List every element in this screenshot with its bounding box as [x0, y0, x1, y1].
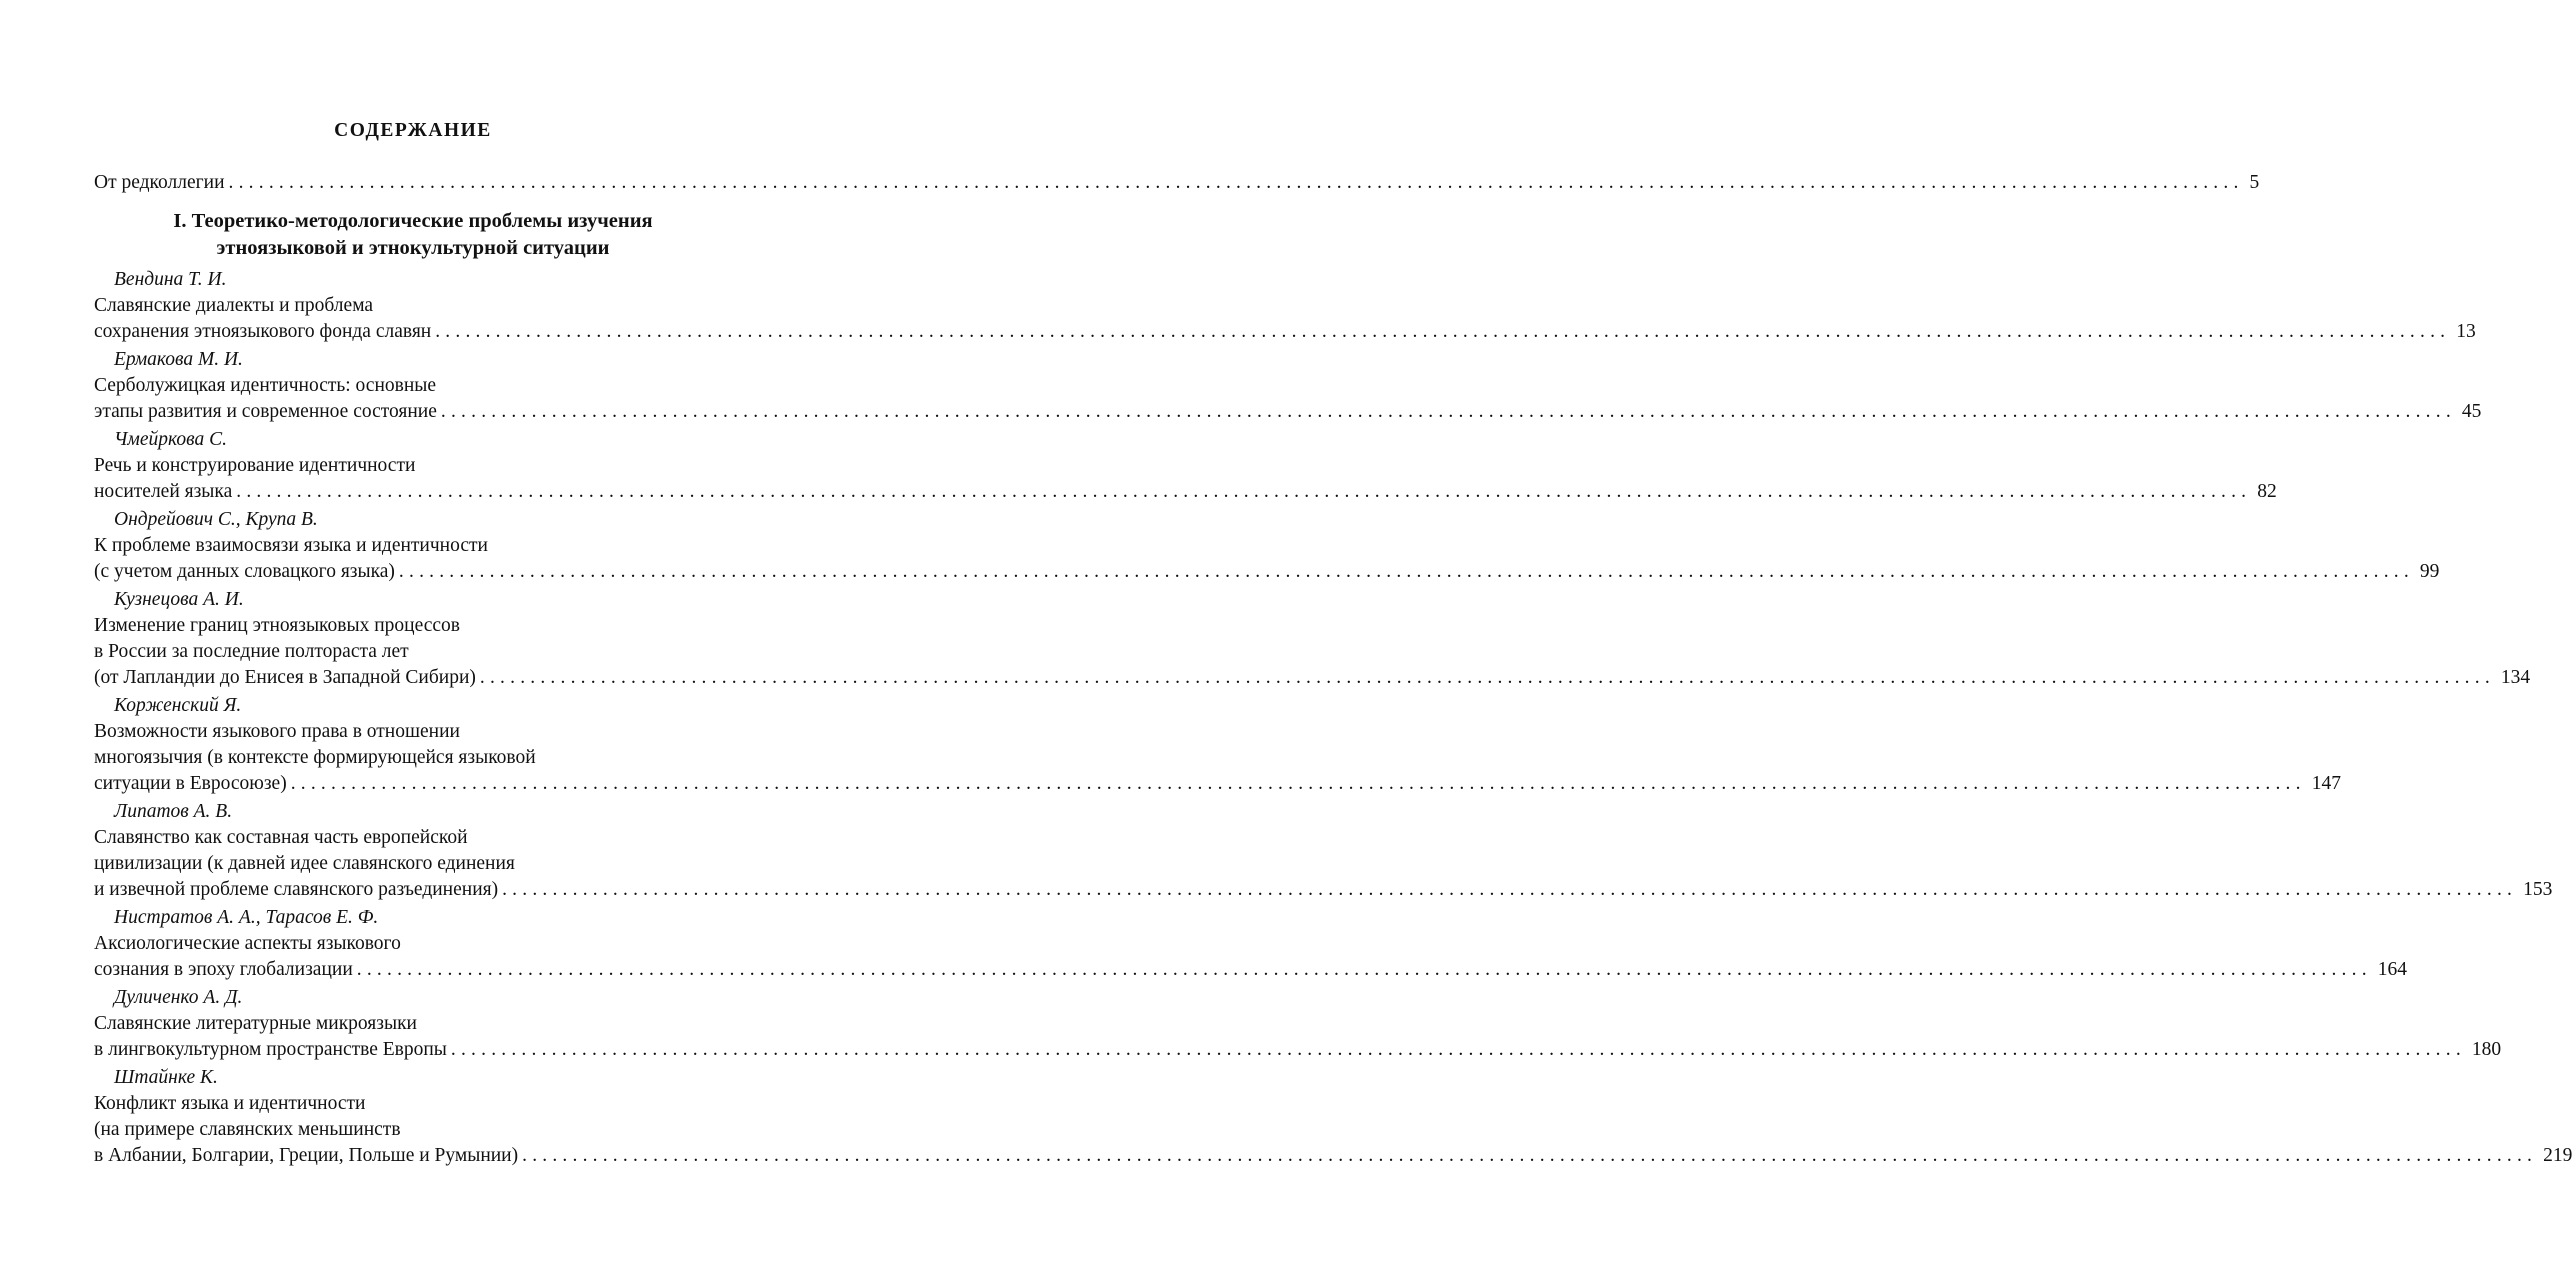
page-title: СОДЕРЖАНИЕ	[334, 120, 492, 141]
entry-title: Возможности языкового права в отношении	[94, 721, 460, 742]
page-number: 219	[2543, 1145, 2572, 1166]
front-matter-entry[interactable]	[94, 170, 2260, 196]
entry-author: Вендина Т. И.	[114, 269, 227, 290]
section-heading-line: I. Теоретико-методологические проблемы изучения	[173, 210, 653, 232]
entry-author: Нистратов А. А., Тарасов Е. Ф.	[114, 907, 379, 928]
section-heading	[94, 208, 732, 262]
entry-title-line	[94, 373, 732, 399]
entry-title: ситуации в Евросоюзе)	[94, 773, 287, 794]
entry-title: К проблеме взаимосвязи языка и идентичности	[94, 535, 488, 556]
page-number: 13	[2456, 321, 2476, 342]
entry-author: Ермакова М. И.	[114, 349, 243, 370]
toc-entry[interactable]	[94, 693, 2341, 797]
entry-title-line	[94, 453, 732, 479]
entry-title: цивилизации (к давней идее славянского единения	[94, 853, 515, 874]
entry-title: носителей языка	[94, 481, 233, 502]
dot-leader: ........................................................................................................................................................................................................	[356, 959, 2372, 980]
dot-leader: ........................................................................................................................................................................................................	[502, 879, 2518, 900]
entry-title-line	[94, 1011, 732, 1037]
entry-title: в лингвокультурном пространстве Европы	[94, 1039, 447, 1060]
entry-title-line	[94, 559, 2440, 585]
entry-title-line	[94, 1091, 732, 1117]
toc-entry[interactable]	[94, 1065, 2572, 1169]
entry-author: Дуличенко А. Д.	[114, 987, 243, 1008]
entry-title: Аксиологические аспекты языкового	[94, 933, 401, 954]
entry-title-line	[94, 613, 732, 639]
entry-title-line	[94, 479, 2277, 505]
entry-title: многоязычия (в контексте формирующейся языковой	[94, 747, 536, 768]
page-number: 82	[2257, 481, 2277, 502]
table-of-contents	[94, 116, 2572, 1171]
entry-title: в России за последние полтораста лет	[94, 641, 409, 662]
entry-list	[94, 267, 2572, 1169]
entry-title-line	[94, 293, 732, 319]
entry-author: Липатов А. В.	[114, 801, 233, 822]
entry-title: Славянство как составная часть европейской	[94, 827, 468, 848]
entry-title-line	[94, 639, 732, 665]
entry-title: сохранения этноязыкового фонда славян	[94, 321, 432, 342]
toc-entry[interactable]	[94, 427, 2277, 505]
entry-title: в Албании, Болгарии, Греции, Польше и Румынии)	[94, 1145, 519, 1166]
page-number: 164	[2377, 959, 2408, 980]
page-number: 45	[2461, 401, 2482, 422]
entry-author: Корженский Я.	[114, 695, 242, 716]
entry-title: Конфликт языка и идентичности	[94, 1093, 366, 1114]
entry-title: сознания в эпоху глобализации	[94, 959, 353, 980]
page-number: 134	[2500, 667, 2531, 688]
entry-author: Кузнецова А. И.	[114, 589, 244, 610]
toc-entry[interactable]	[94, 905, 2408, 983]
dot-leader: ........................................................................................................................................................................................................	[290, 773, 2306, 794]
entry-title-line	[94, 877, 2553, 903]
entry-title-line	[94, 851, 732, 877]
section-heading-line: этноязыковой и этнокультурной ситуации	[216, 237, 610, 259]
entry-title-line	[94, 319, 2476, 345]
entry-title-line	[94, 1117, 732, 1143]
toc-entry[interactable]	[94, 799, 2553, 903]
entry-title: От редколлегии	[94, 172, 225, 193]
page-number: 153	[2523, 879, 2553, 900]
page-number: 5	[2249, 172, 2260, 193]
entry-title: Изменение границ этноязыковых процессов	[94, 615, 461, 636]
entry-title-line	[94, 957, 2408, 983]
dot-leader: ........................................................................................................................................................................................................	[228, 172, 2244, 193]
entry-author: Ондрейович С., Крупа В.	[114, 509, 318, 530]
page-number: 99	[2419, 561, 2440, 582]
toc-entry[interactable]	[94, 267, 2476, 345]
entry-title: этапы развития и современное состояние	[94, 401, 437, 422]
page-number: 180	[2471, 1039, 2502, 1060]
entry-title-line	[94, 665, 2531, 691]
dot-leader: ........................................................................................................................................................................................................	[479, 667, 2495, 688]
page-number: 147	[2311, 773, 2341, 794]
entry-title-line	[94, 1037, 2502, 1063]
entry-author: Штайнке К.	[114, 1067, 218, 1088]
dot-leader: ........................................................................................................................................................................................................	[398, 561, 2414, 582]
toc-entry[interactable]	[94, 347, 2482, 425]
entry-title: Серболужицкая идентичность: основные	[94, 375, 437, 396]
entry-title: (от Лапландии до Енисея в Западной Сибири)	[94, 667, 476, 688]
entry-title-line	[94, 931, 732, 957]
entry-title-line	[94, 1143, 2572, 1169]
entry-title-line	[94, 771, 2341, 797]
toc-entry[interactable]	[94, 587, 2531, 691]
entry-title: (на примере славянских меньшинств	[94, 1119, 401, 1140]
entry-title-line	[94, 533, 732, 559]
dot-leader: ........................................................................................................................................................................................................	[435, 321, 2451, 342]
entry-title: Славянские диалекты и проблема	[94, 295, 374, 316]
dot-leader: ........................................................................................................................................................................................................	[450, 1039, 2466, 1060]
entry-title-line	[94, 399, 2482, 425]
entry-title: Славянские литературные микроязыки	[94, 1013, 417, 1034]
entry-title-line	[94, 745, 732, 771]
entry-author: Чмейркова С.	[114, 429, 228, 450]
entry-title-line	[94, 825, 732, 851]
toc-entry[interactable]	[94, 985, 2502, 1063]
dot-leader: ........................................................................................................................................................................................................	[236, 481, 2252, 502]
entry-title: Речь и конструирование идентичности	[94, 455, 416, 476]
toc-entry[interactable]	[94, 507, 2440, 585]
entry-title: (с учетом данных словацкого языка)	[94, 561, 395, 582]
dot-leader: ........................................................................................................................................................................................................	[522, 1145, 2538, 1166]
dot-leader: ........................................................................................................................................................................................................	[440, 401, 2456, 422]
entry-title-line	[94, 719, 732, 745]
entry-title: и извечной проблеме славянского разъединения)	[94, 879, 499, 900]
